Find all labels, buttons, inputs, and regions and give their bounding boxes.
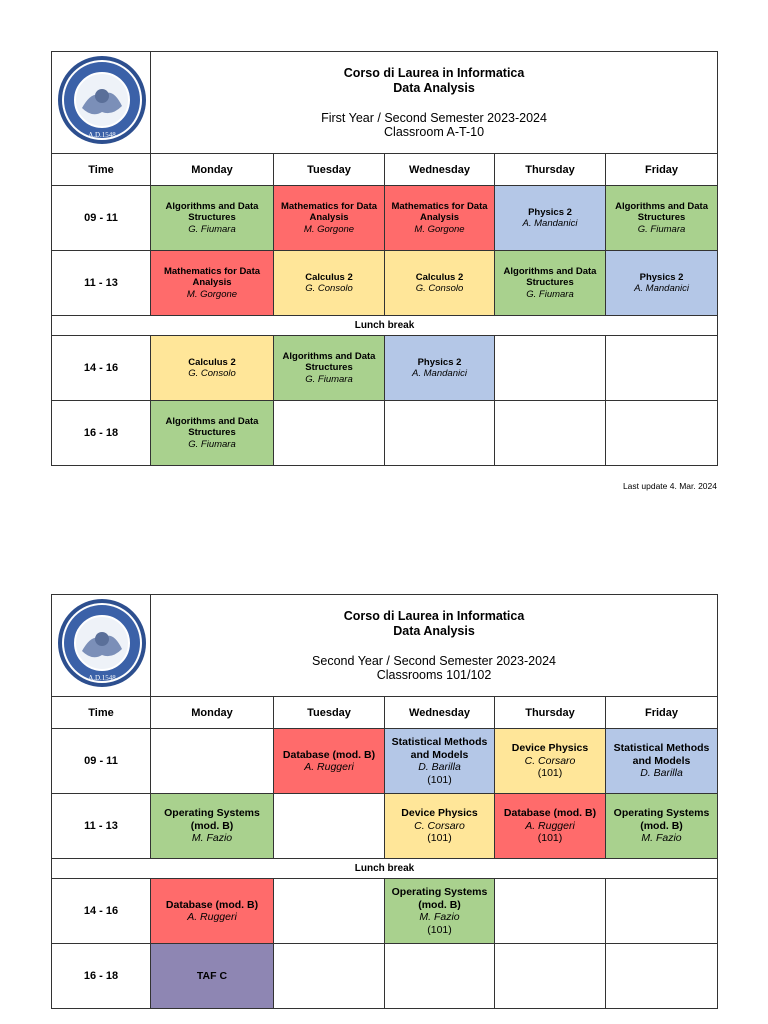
lesson-room: (101) bbox=[537, 767, 563, 780]
lesson-teacher: G. Consolo bbox=[188, 368, 236, 379]
lesson-room: (101) bbox=[427, 773, 452, 786]
lesson-teacher: C. Corsaro bbox=[524, 754, 576, 767]
svg-text:A.D.1548: A.D.1548 bbox=[88, 674, 116, 682]
lesson-cell bbox=[385, 186, 495, 251]
day-header-monday: Monday bbox=[151, 154, 274, 186]
lesson-teacher: C. Corsaro bbox=[414, 819, 465, 832]
time-slot-row bbox=[52, 729, 718, 794]
lesson-teacher: M. Fazio bbox=[641, 832, 682, 845]
lesson-cell bbox=[151, 879, 274, 944]
logo-cell bbox=[52, 595, 151, 697]
lesson-course-name: Statistical Methods and Models bbox=[391, 736, 488, 761]
time-slot-row bbox=[52, 251, 718, 316]
lesson-teacher: M. Gorgone bbox=[414, 223, 465, 235]
day-header-thursday: Thursday bbox=[495, 697, 606, 729]
lesson-course-name: Physics 2 bbox=[417, 356, 462, 368]
lesson-cell bbox=[385, 794, 495, 859]
time-column-header: Time bbox=[52, 154, 151, 186]
lesson-cell bbox=[385, 729, 495, 794]
lesson-course-name: Database (mod. B) bbox=[503, 807, 597, 820]
lesson-cell bbox=[606, 794, 718, 859]
title-block bbox=[151, 595, 718, 697]
lesson-room: (101) bbox=[427, 923, 452, 936]
lesson-course-name: Calculus 2 bbox=[305, 271, 353, 283]
lesson-course-name: Database (mod. B) bbox=[282, 748, 376, 761]
lunch-break-row bbox=[52, 316, 718, 336]
lesson-course-name: Statistical Methods and Models bbox=[613, 742, 710, 767]
lesson-course-name: Database (mod. B) bbox=[165, 898, 259, 911]
time-column-header: Time bbox=[52, 697, 151, 729]
university-seal-icon bbox=[54, 595, 150, 691]
lesson-cell bbox=[385, 251, 495, 316]
lesson-room: (101) bbox=[537, 832, 563, 845]
lesson-course-name: Algorithms and Data Structures bbox=[282, 350, 376, 374]
lesson-cell bbox=[495, 729, 606, 794]
time-slot-row bbox=[52, 401, 718, 466]
day-header-thursday: Thursday bbox=[495, 154, 606, 186]
lesson-course-name: Algorithms and Data Structures bbox=[503, 265, 597, 289]
year-semester-line: First Year / Second Semester 2023-2024 bbox=[321, 111, 547, 125]
time-slot-label: 09 - 11 bbox=[52, 186, 151, 251]
days-header-row bbox=[52, 697, 718, 729]
time-slot-row bbox=[52, 879, 718, 944]
schedule-table-second-year bbox=[51, 594, 718, 1009]
lesson-cell bbox=[151, 251, 274, 316]
lesson-cell bbox=[274, 729, 385, 794]
empty-slot-cell bbox=[385, 944, 495, 1009]
lesson-teacher: G. Fiumara bbox=[305, 373, 353, 385]
lesson-course-name: Calculus 2 bbox=[415, 271, 464, 283]
lesson-course-name: Device Physics bbox=[511, 742, 589, 755]
day-header-friday: Friday bbox=[606, 154, 718, 186]
lesson-cell bbox=[274, 336, 385, 401]
lesson-teacher: D. Barilla bbox=[640, 767, 683, 780]
empty-slot-cell bbox=[274, 879, 385, 944]
time-slot-label: 16 - 18 bbox=[52, 944, 151, 1009]
day-header-wednesday: Wednesday bbox=[385, 697, 495, 729]
days-header-row bbox=[52, 154, 718, 186]
day-header-monday: Monday bbox=[151, 697, 274, 729]
lesson-course-name: Operating Systems (mod. B) bbox=[164, 807, 260, 832]
lesson-cell bbox=[385, 336, 495, 401]
lesson-course-name: Mathematics for Data Analysis bbox=[391, 200, 488, 224]
lesson-cell bbox=[495, 186, 606, 251]
logo-cell bbox=[52, 52, 151, 154]
empty-slot-cell bbox=[495, 401, 606, 466]
time-slot-row bbox=[52, 336, 718, 401]
course-subtitle: Data Analysis bbox=[393, 81, 475, 95]
lesson-teacher: D. Barilla bbox=[418, 761, 461, 773]
lesson-course-name: TAF C bbox=[196, 969, 228, 982]
empty-slot-cell bbox=[274, 794, 385, 859]
lesson-teacher: G. Fiumara bbox=[526, 288, 574, 300]
lesson-teacher: M. Gorgone bbox=[303, 223, 355, 235]
lesson-room: (101) bbox=[427, 832, 452, 845]
schedule-table-first-year bbox=[51, 51, 718, 466]
lunch-break-row bbox=[52, 859, 718, 879]
lesson-cell bbox=[151, 794, 274, 859]
lesson-cell bbox=[151, 186, 274, 251]
lesson-cell bbox=[274, 251, 385, 316]
lesson-teacher: A. Ruggeri bbox=[525, 819, 575, 832]
lesson-teacher: G. Fiumara bbox=[637, 223, 686, 235]
lesson-course-name: Mathematics for Data Analysis bbox=[163, 265, 261, 289]
empty-slot-cell bbox=[606, 401, 718, 466]
day-header-friday: Friday bbox=[606, 697, 718, 729]
time-slot-row bbox=[52, 794, 718, 859]
lesson-cell bbox=[495, 794, 606, 859]
time-slot-label: 16 - 18 bbox=[52, 401, 151, 466]
lesson-teacher: A. Mandanici bbox=[412, 368, 467, 379]
empty-slot-cell bbox=[151, 729, 274, 794]
lesson-teacher: A. Mandanici bbox=[634, 283, 689, 294]
lesson-teacher: A. Ruggeri bbox=[187, 911, 237, 923]
last-update-note: Last update 4. Mar. 2024 bbox=[622, 481, 717, 491]
title-block bbox=[151, 52, 718, 154]
lesson-cell bbox=[385, 879, 495, 944]
lesson-cell bbox=[606, 186, 718, 251]
lesson-course-name: Mathematics for Data Analysis bbox=[280, 200, 378, 224]
time-slot-label: 14 - 16 bbox=[52, 336, 151, 401]
lesson-teacher: G. Consolo bbox=[305, 283, 353, 294]
day-header-wednesday: Wednesday bbox=[385, 154, 495, 186]
time-slot-label: 11 - 13 bbox=[52, 251, 151, 316]
day-header-tuesday: Tuesday bbox=[274, 154, 385, 186]
empty-slot-cell bbox=[495, 944, 606, 1009]
empty-slot-cell bbox=[495, 336, 606, 401]
empty-slot-cell bbox=[274, 944, 385, 1009]
lesson-course-name: Calculus 2 bbox=[188, 356, 236, 368]
header-row bbox=[52, 595, 718, 697]
empty-slot-cell bbox=[606, 336, 718, 401]
lesson-teacher: M. Fazio bbox=[419, 911, 460, 923]
time-slot-row bbox=[52, 186, 718, 251]
lesson-cell bbox=[151, 944, 274, 1009]
university-seal-icon bbox=[54, 52, 150, 148]
lesson-course-name: Physics 2 bbox=[639, 271, 684, 283]
lesson-teacher: G. Fiumara bbox=[188, 223, 236, 235]
lesson-course-name: Operating Systems (mod. B) bbox=[391, 886, 488, 911]
time-slot-row bbox=[52, 944, 718, 1009]
empty-slot-cell bbox=[495, 879, 606, 944]
lesson-cell bbox=[606, 251, 718, 316]
day-header-tuesday: Tuesday bbox=[274, 697, 385, 729]
empty-slot-cell bbox=[606, 879, 718, 944]
lunch-break-label: Lunch break bbox=[52, 859, 718, 879]
year-semester-line: Second Year / Second Semester 2023-2024 bbox=[312, 654, 556, 668]
lesson-teacher: A. Mandanici bbox=[522, 218, 578, 229]
empty-slot-cell bbox=[606, 944, 718, 1009]
empty-slot-cell bbox=[274, 401, 385, 466]
lesson-cell bbox=[151, 401, 274, 466]
time-slot-label: 11 - 13 bbox=[52, 794, 151, 859]
lesson-teacher: A. Ruggeri bbox=[304, 761, 354, 773]
lesson-course-name: Device Physics bbox=[401, 807, 478, 820]
classroom-line: Classrooms 101/102 bbox=[376, 668, 492, 682]
lunch-break-label: Lunch break bbox=[52, 316, 718, 336]
time-slot-label: 14 - 16 bbox=[52, 879, 151, 944]
empty-slot-cell bbox=[385, 401, 495, 466]
lesson-cell bbox=[274, 186, 385, 251]
course-subtitle: Data Analysis bbox=[393, 624, 475, 638]
time-slot-label: 09 - 11 bbox=[52, 729, 151, 794]
lesson-course-name: Operating Systems (mod. B) bbox=[613, 807, 710, 832]
lesson-teacher: G. Consolo bbox=[415, 283, 464, 294]
lesson-teacher: M. Fazio bbox=[191, 832, 233, 845]
lesson-teacher: G. Fiumara bbox=[188, 438, 236, 450]
lesson-course-name: Algorithms and Data Structures bbox=[615, 200, 708, 224]
lesson-cell bbox=[495, 251, 606, 316]
lesson-cell bbox=[151, 336, 274, 401]
svg-text:A.D.1548: A.D.1548 bbox=[88, 131, 116, 139]
lesson-course-name: Physics 2 bbox=[528, 206, 572, 218]
lesson-course-name: Algorithms and Data Structures bbox=[165, 415, 259, 439]
classroom-line: Classroom A-T-10 bbox=[384, 125, 485, 139]
header-row bbox=[52, 52, 718, 154]
lesson-teacher: M. Gorgone bbox=[186, 288, 238, 300]
course-title: Corso di Laurea in Informatica bbox=[343, 66, 525, 80]
lesson-cell bbox=[606, 729, 718, 794]
course-title: Corso di Laurea in Informatica bbox=[343, 609, 525, 623]
lesson-course-name: Algorithms and Data Structures bbox=[165, 200, 259, 224]
